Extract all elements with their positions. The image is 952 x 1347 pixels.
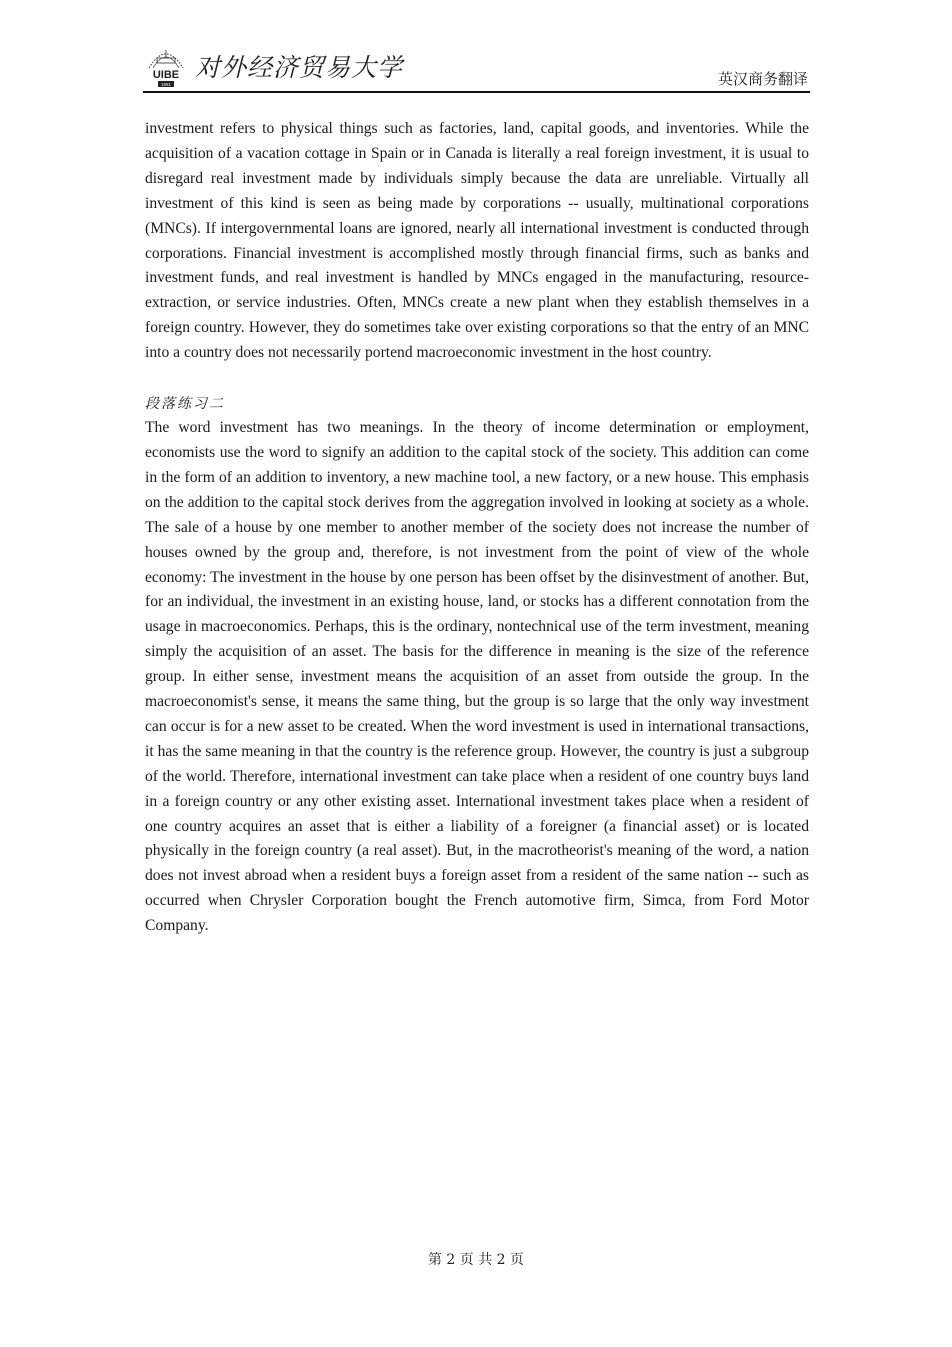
- page-header: [143, 38, 810, 94]
- section-title: 段落练习二: [145, 396, 225, 413]
- course-title: 英汉商务翻译: [717, 70, 808, 88]
- document-body: [145, 117, 809, 939]
- university-name: 对外经济贸易大学: [195, 53, 404, 82]
- page-number: 第 2 页 共 2 页: [427, 1252, 525, 1268]
- svg-text:UIBE: UIBE: [152, 69, 180, 81]
- header-divider: [143, 91, 810, 93]
- university-logo: [143, 38, 189, 88]
- paragraph-1: investment refers to physical things such as factories, land, capital goods, and inventories. While the acquisition of a vacation cottage in Spain or in Canada is literally a real foreign investment, it is usual to disregard real investment made by individuals simply because the data are unreliable. Virtually all investment of this kind is seen as being made by corporations -- usually, multinational corporations (MNCs). If intergovernmental loans are ignored, nearly all international investment is conducted through corporations. Financial investment is accomplished mostly through financial firms, such as banks and investment funds, and real investment is handled by MNCs engaged in the manufacturing, resource-extraction, or service industries. Often, MNCs create a new plant when they establish themselves in a foreign country. However, they do sometimes take over existing corporations so that the entry of an MNC into a country does not necessarily portend macroeconomic investment in the host country.: [145, 120, 809, 362]
- svg-text:1951: 1951: [160, 82, 172, 87]
- paragraph-2: The word investment has two meanings. In the theory of income determination or employment, economists use the word to signify an addition to the capital stock of the society. This addition can come in the form of an addition to inventory, a new machine tool, a new factory, or a new house. This emphasis on the addition to the capital stock derives from the aggregation involved in looking at society as a whole. The sale of a house by one member to another member of the society does not increase the number of houses owned by the group and, therefore, is not investment from the point of view of the whole economy: The investment in the house by one person has been offset by the disinvestment of another. But, for an individual, the investment in an existing house, land, or stocks has a different connotation from the usage in macroeconomics. Perhaps, this is the ordinary, nontechnical use of the term investment, meaning simply the acquisition of an asset. The basis for the difference in meaning is the size of the reference group. In either sense, investment means the acquisition of an asset from outside the group. In the macroeconomist's sense, it means the same thing, but the group is so large that the only way investment can occur is for a new asset to be created. When the word investment is used in international transactions, it has the same meaning in that the country is the reference group. However, the country is just a subgroup of the world. Therefore, international investment can take place when a resident of one country buys land in a foreign country or any other existing asset. International investment takes place when a resident of one country acquires an asset that is either a liability of a foreigner (a financial asset) or is located physically in the foreign country (a real asset). But, in the macrotheorist's meaning of the word, a nation does not invest abroad when a resident buys a foreign asset from a resident of the same nation -- such as occurred when Chrysler Corporation bought the French automotive firm, Simca, from Ford Motor Company.: [145, 419, 809, 935]
